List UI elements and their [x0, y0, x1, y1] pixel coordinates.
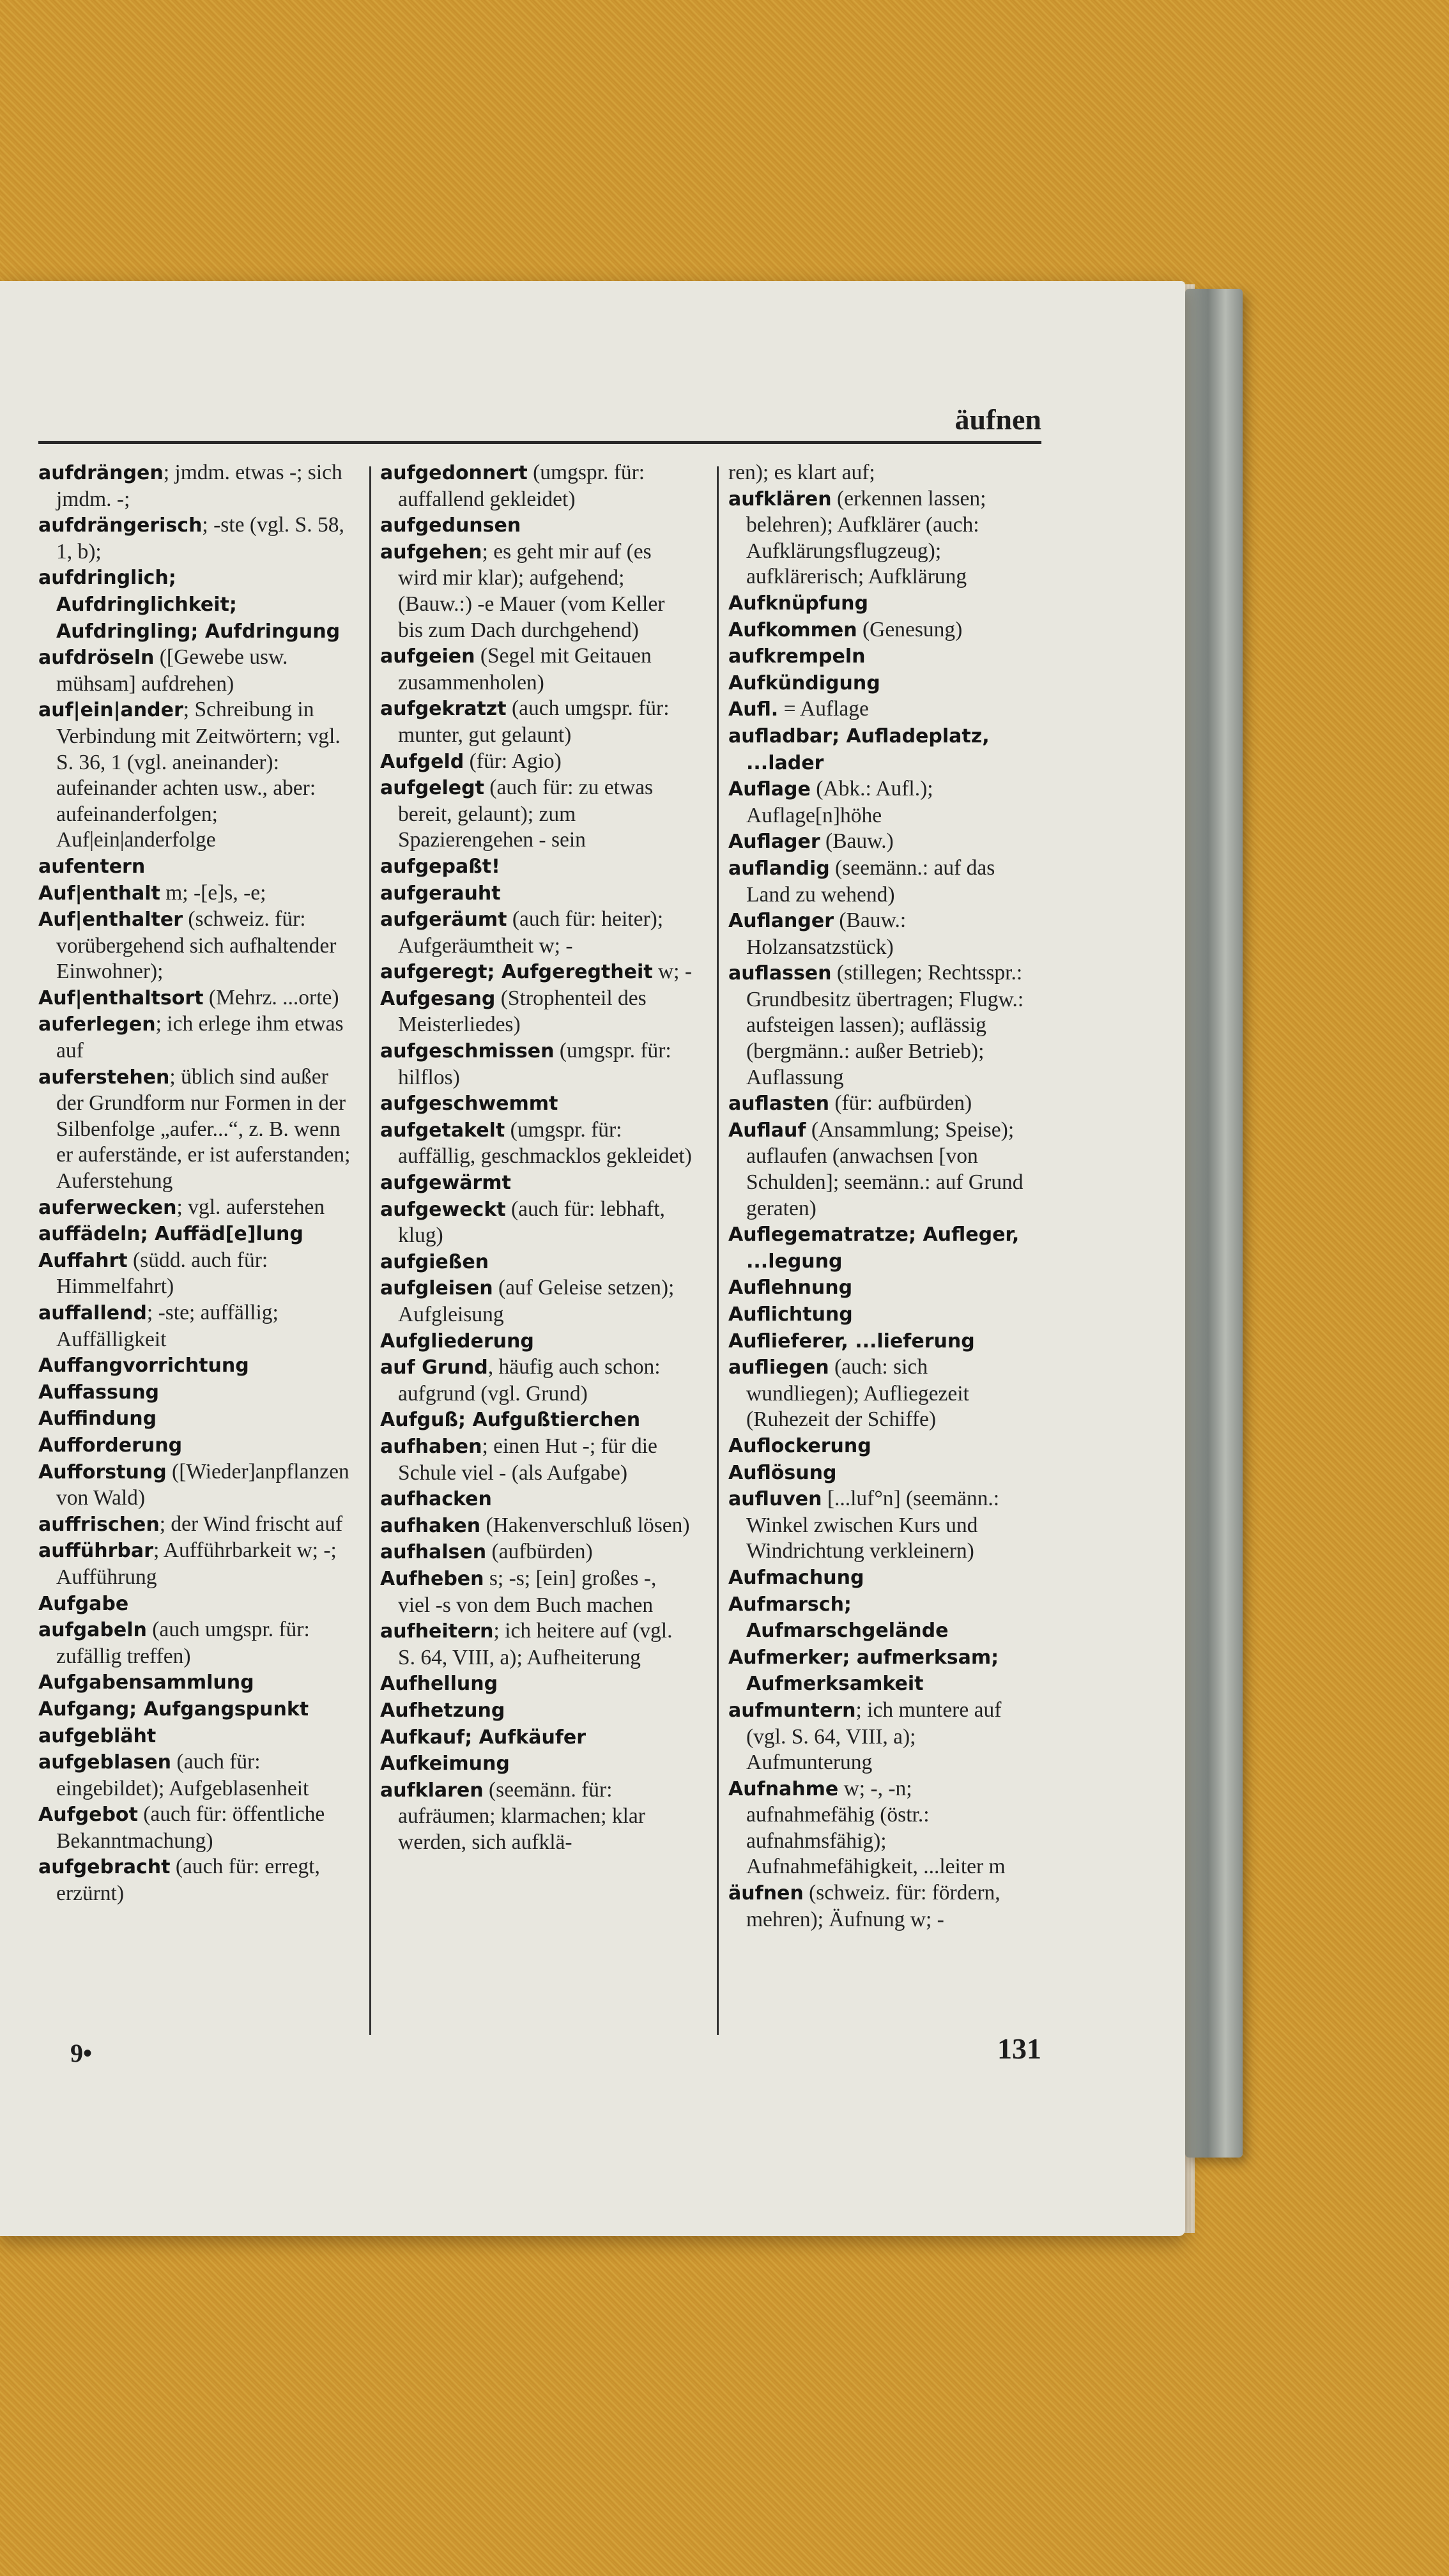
definition: ; ich heitere auf (vgl. S. 64, VIII, a); Aufheiterung: [398, 1619, 673, 1669]
definition: ([Gewebe usw. mühsam] aufdrehen): [56, 645, 288, 696]
headword: Auffangvorrichtung: [38, 1354, 249, 1377]
dictionary-entry: [728, 670, 1041, 697]
column-3: [728, 460, 1041, 1933]
dictionary-entry: [380, 775, 693, 854]
definition: ; üblich sind außer der Grundform nur Formen in der Silbenfolge „aufer...“, z. B. wenn er auferstände, er ist auferstanden; Auferstehung: [56, 1064, 351, 1193]
headword: Aufgliederung: [380, 1330, 534, 1353]
dictionary-entry: [380, 1407, 693, 1434]
headword: aufgepaßt!: [380, 855, 500, 878]
dictionary-entry: [728, 1486, 1041, 1565]
dictionary-entry: [728, 590, 1041, 617]
dictionary-entry: [380, 959, 693, 986]
headword: auflandig: [728, 857, 830, 880]
headword: Auflehnung: [728, 1276, 853, 1300]
column-divider: [369, 466, 371, 2035]
headword: Auffassung: [38, 1381, 160, 1404]
definition: ([Wieder]anpflanzen von Wald): [56, 1459, 349, 1510]
dictionary-entry: [380, 1671, 693, 1698]
headword: Aufgesang: [380, 987, 496, 1010]
headword: aufführbar: [38, 1540, 153, 1563]
page-number: 131: [997, 2032, 1041, 2065]
dictionary-entry: [380, 1777, 693, 1856]
signature-mark: 9•: [70, 2039, 93, 2067]
headword: aufgeblasen: [38, 1751, 172, 1774]
headword: aufkrempeln: [728, 645, 866, 668]
definition: ; -ste (vgl. S. 58, 1, b);: [56, 513, 344, 564]
dictionary-entry: [380, 1486, 693, 1513]
headword: Aufmarsch; Aufmarschgelände: [728, 1593, 949, 1643]
headword: aufgerauht: [380, 882, 501, 905]
headword: Auflager: [728, 831, 820, 854]
headword: aufhacken: [380, 1488, 492, 1511]
definition: ; ich erlege ihm etwas auf: [56, 1012, 344, 1063]
column-divider: [717, 466, 719, 2035]
headword: Aufgabensammlung: [38, 1671, 254, 1694]
headword: auffädeln; Auffäd[e]lung: [38, 1223, 303, 1246]
headword: aufgekratzt: [380, 698, 507, 721]
definition: (Bauw.: Holzansatzstück): [746, 908, 907, 959]
dictionary-entry: [380, 1539, 693, 1566]
dictionary-entry: [38, 1459, 351, 1512]
headword: auflassen: [728, 962, 832, 985]
dictionary-entry: [380, 1751, 693, 1777]
definition: (auch für: zu etwas bereit, gelaunt); zum Spazierengehen - sein: [398, 776, 654, 852]
dictionary-entry: [38, 697, 351, 854]
dictionary-entry: [380, 1117, 693, 1170]
headword: aufgabeln: [38, 1619, 147, 1642]
dictionary-entry: [38, 1854, 351, 1906]
headword: Auflichtung: [728, 1303, 853, 1326]
dictionary-entry: [728, 855, 1041, 908]
definition: (auf Geleise setzen); Aufgleisung: [398, 1276, 675, 1326]
headword: Aufgebot: [38, 1804, 138, 1827]
headword: Auflösung: [728, 1461, 837, 1484]
dictionary-entry: [38, 854, 351, 880]
dictionary-entry: [728, 1460, 1041, 1487]
definition: (Strophenteil des Meisterliedes): [398, 986, 647, 1037]
dictionary-entry: [728, 1275, 1041, 1301]
dictionary-entry: [38, 460, 351, 512]
headword: Aufknüpfung: [728, 592, 869, 615]
headword: Aufkündigung: [728, 671, 880, 694]
dictionary-entry: [38, 512, 351, 565]
dictionary-entry: [380, 696, 693, 748]
dictionary-entry: [38, 1064, 351, 1195]
dictionary-entry: [728, 460, 1041, 486]
definition: (Ansammlung; Speise); auflaufen (anwachsen [von Schulden]; seemänn.: auf Grund geraten): [746, 1117, 1023, 1220]
headword: Auffahrt: [38, 1249, 128, 1272]
headword: Aufl.: [728, 698, 779, 721]
headword: aufluven: [728, 1488, 822, 1511]
headword: Aufnahme: [728, 1777, 839, 1800]
dictionary-entry: [728, 1091, 1041, 1117]
dictionary-entry: [38, 1696, 351, 1723]
definition: ; einen Hut -; für die Schule viel - (als Aufgabe): [398, 1434, 657, 1485]
headword: aufgedunsen: [380, 514, 521, 537]
headword: aufgelegt: [380, 777, 484, 800]
headword: aufgewärmt: [380, 1172, 511, 1195]
dictionary-entry: [380, 1170, 693, 1197]
dictionary-entry: [380, 1698, 693, 1724]
dictionary-entry: [38, 1538, 351, 1590]
definition: (auch umgspr. für: munter, gut gelaunt): [398, 696, 670, 747]
headword: Aufforstung: [38, 1460, 167, 1483]
dictionary-entry: [380, 1566, 693, 1618]
definition: (schweiz. für: vorübergehend sich aufhaltender Einwohner);: [56, 907, 337, 984]
definition: [...luf°n] (seemänn.: Winkel zwischen Kurs und Windrichtung verkleinern): [746, 1487, 1000, 1563]
dictionary-entry: [728, 1698, 1041, 1776]
column-1: [38, 460, 351, 1907]
definition: (Genesung): [857, 617, 963, 641]
headword: aufgeräumt: [380, 908, 507, 931]
headword: Auflanger: [728, 910, 834, 933]
dictionary-entry: [728, 643, 1041, 670]
dictionary-entry: [380, 880, 693, 907]
headword: aufdrängerisch: [38, 514, 203, 537]
dictionary-entry: [728, 617, 1041, 644]
headword: aufgedonnert: [380, 462, 528, 484]
headword: auferwecken: [38, 1196, 177, 1219]
headword: aufklaren: [380, 1779, 484, 1802]
dictionary-entry: [728, 1354, 1041, 1433]
definition: (Abk.: Aufl.); Auflage[n]höhe: [746, 777, 933, 827]
dictionary-entry: [380, 1434, 693, 1486]
dictionary-entry: [38, 907, 351, 985]
headword: auf|ein|ander: [38, 699, 183, 722]
definition: (Bauw.): [820, 829, 894, 854]
dictionary-entry: [728, 1433, 1041, 1460]
dictionary-entry: [38, 1591, 351, 1618]
definition: (Segel mit Geitauen zusammenholen): [398, 644, 652, 694]
dictionary-entry: [728, 1328, 1041, 1355]
headword: auflasten: [728, 1092, 829, 1116]
dictionary-entry: [728, 1591, 1041, 1644]
definition: ; der Wind frischt auf: [159, 1512, 343, 1536]
headword: aufgleisen: [380, 1277, 493, 1300]
headword: aufladbar; Aufladeplatz, ...lader: [728, 724, 990, 774]
definition: = Auflage: [778, 697, 869, 721]
definition: (stillegen; Rechtsspr.: Grundbesitz übertragen; Flugw.: aufsteigen lassen); auflässig (bergmänn.: außer Betrieb); Auflassung: [746, 961, 1024, 1089]
dictionary-entry: [380, 1354, 693, 1407]
headword: aufmuntern: [728, 1699, 856, 1722]
headword: aufhaken: [380, 1514, 481, 1537]
definition: ; Aufführbarkeit w; -; Aufführung: [56, 1538, 337, 1589]
headword: aufdrängen: [38, 462, 164, 484]
definition: ren); es klart auf;: [728, 461, 875, 484]
definition: (schweiz. für: fördern, mehren); Äufnung w; -: [746, 1881, 1000, 1931]
dictionary-entry: [38, 565, 351, 645]
headword: auferlegen: [38, 1013, 156, 1036]
headword: Auf|enthaltsort: [38, 986, 204, 1009]
headword: aufklären: [728, 487, 832, 510]
dictionary-entry: [38, 1617, 351, 1669]
definition: (auch für: lebhaft, klug): [398, 1197, 665, 1248]
headword: aufgebläht: [38, 1724, 157, 1747]
definition: ; es geht mir auf (es wird mir klar); aufgehend; (Bauw.:) -e Mauer (vom Keller bis zum Dach durchgehend): [398, 539, 665, 642]
headword: aufheitern: [380, 1620, 494, 1643]
definition: (südd. auch für: Himmelfahrt): [56, 1248, 268, 1299]
definition: s; -s; [ein] großes -, viel -s von dem Buch machen: [398, 1566, 657, 1617]
definition: (seemänn.: auf das Land zu wehend): [746, 855, 995, 907]
headword: Aufgabe: [38, 1592, 129, 1615]
definition: m; -[e]s, -e;: [160, 880, 266, 905]
headword: Aufgeld: [380, 750, 464, 773]
headword: aufdröseln: [38, 647, 155, 670]
dictionary-entry: [38, 645, 351, 697]
dictionary-entry: [38, 1669, 351, 1696]
headword: Aufforderung: [38, 1434, 183, 1457]
headword: aufliegen: [728, 1356, 829, 1379]
definition: (auch: sich wundliegen); Aufliegezeit (Ruhezeit der Schiffe): [746, 1355, 969, 1432]
dictionary-entry: [728, 776, 1041, 829]
definition: ; Schreibung in Verbindung mit Zeitwörtern; vgl. S. 36, 1 (vgl. aneinander): aufeinander achten usw., aber: aufeinanderfolgen; Auf|ein|anderfolge: [56, 698, 341, 852]
definition: (erkennen lassen; belehren); Aufklärer (auch: Aufklärungsflugzeug); aufklärerisch; Aufklärung: [746, 486, 986, 589]
dictionary-entry: [380, 1618, 693, 1671]
dictionary-entry: [380, 986, 693, 1038]
dictionary-entry: [728, 486, 1041, 590]
dictionary-entry: [380, 643, 693, 696]
dictionary-entry: [38, 1723, 351, 1750]
headword: aufgehen: [380, 540, 482, 564]
dictionary-entry: [38, 1406, 351, 1432]
dictionary-entry: [728, 696, 1041, 723]
headword: Auflauf: [728, 1119, 806, 1142]
definition: (aufbürden): [486, 1540, 593, 1564]
dictionary-entry: [728, 1880, 1041, 1933]
headword: aufgetakelt: [380, 1119, 505, 1142]
headword: aufgeweckt: [380, 1198, 506, 1221]
headword: Aufhellung: [380, 1673, 498, 1696]
book-cover-edge: [1185, 289, 1243, 2158]
dictionary-entry: [728, 829, 1041, 855]
dictionary-entry: [728, 908, 1041, 960]
definition: (für: Agio): [464, 749, 562, 773]
dictionary-entry: [38, 1011, 351, 1064]
definition: (umgspr. für: auffallend gekleidet): [398, 461, 645, 511]
dictionary-entry: [380, 1328, 693, 1355]
definition: (auch umgspr. für: zufällig treffen): [56, 1618, 310, 1668]
headword: Aufmerker; aufmerksam; Aufmerksamkeit: [728, 1646, 999, 1696]
dictionary-entry: [728, 1117, 1041, 1222]
dictionary-entry: [380, 854, 693, 880]
headword: Aufkeimung: [380, 1752, 510, 1775]
dictionary-entry: [380, 1724, 693, 1751]
definition: (auch für: erregt, erzürnt): [56, 1855, 320, 1906]
dictionary-entry: [380, 749, 693, 776]
headword: Aufguß; Aufgußtierchen: [380, 1409, 641, 1432]
running-head: äufnen: [954, 403, 1041, 436]
dictionary-entry: [380, 512, 693, 539]
dictionary-entry: [728, 1565, 1041, 1591]
dictionary-entry: [38, 1379, 351, 1406]
headword: Auflieferer, ...lieferung: [728, 1330, 975, 1353]
dictionary-entry: [728, 960, 1041, 1091]
headword: Aufmachung: [728, 1566, 864, 1589]
definition: (seemänn. für: aufräumen; klarmachen; klar werden, sich aufklä-: [398, 1777, 645, 1854]
headword: Auflockerung: [728, 1434, 871, 1457]
headword: Auffindung: [38, 1407, 157, 1430]
headword: aufgeien: [380, 645, 475, 668]
headword: Aufkauf; Aufkäufer: [380, 1726, 586, 1749]
dictionary-entry: [380, 1249, 693, 1276]
dictionary-entry: [380, 1038, 693, 1091]
definition: w; -: [652, 960, 693, 984]
dictionary-entry: [38, 1802, 351, 1854]
headword: Auf|enthalt: [38, 882, 160, 905]
definition: (umgspr. für: hilflos): [398, 1039, 671, 1089]
dictionary-entry: [728, 1644, 1041, 1698]
definition: (Hakenverschluß lösen): [480, 1513, 690, 1537]
dictionary-entry: [380, 1197, 693, 1249]
dictionary-entry: [38, 880, 351, 907]
headword: auf Grund: [380, 1356, 488, 1379]
dictionary-entry: [728, 1776, 1041, 1880]
headword: Aufkommen: [728, 618, 857, 641]
headword: auffallend: [38, 1302, 147, 1324]
definition: (auch für: öffentliche Bekanntmachung): [56, 1802, 325, 1853]
dictionary-entry: [380, 907, 693, 959]
dictionary-entry: [38, 985, 351, 1012]
dictionary-page: [0, 281, 1185, 2236]
headword: aufgießen: [380, 1250, 489, 1273]
headword: Aufheben: [380, 1567, 484, 1590]
column-2: [380, 460, 693, 1855]
dictionary-entry: [38, 1512, 351, 1538]
dictionary-entry: [380, 539, 693, 643]
headword: auffrischen: [38, 1513, 160, 1536]
definition: ; -ste; auffällig; Auffälligkeit: [56, 1301, 279, 1351]
dictionary-entry: [380, 1513, 693, 1540]
headword: auferstehen: [38, 1066, 170, 1089]
definition: (für: aufbürden): [829, 1091, 972, 1116]
dictionary-entry: [728, 723, 1041, 776]
headword: Auflage: [728, 778, 811, 801]
dictionary-entry: [38, 1353, 351, 1379]
dictionary-entry: [38, 1300, 351, 1353]
dictionary-entry: [728, 1222, 1041, 1275]
headword: aufentern: [38, 855, 146, 878]
dictionary-entry: [380, 1275, 693, 1328]
headword: aufgebracht: [38, 1856, 171, 1879]
headword: Auf|enthalter: [38, 908, 183, 931]
headword: Aufgang; Aufgangspunkt: [38, 1698, 309, 1721]
headword: aufhaben: [380, 1435, 482, 1458]
dictionary-entry: [38, 1248, 351, 1300]
dictionary-entry: [728, 1301, 1041, 1328]
dictionary-entry: [38, 1195, 351, 1222]
definition: ; vgl. auferstehen: [176, 1195, 325, 1219]
headword: aufgeregt; Aufgeregtheit: [380, 961, 653, 984]
dictionary-entry: [38, 1432, 351, 1459]
definition: , häufig auch schon: aufgrund (vgl. Grund): [398, 1355, 661, 1406]
definition: (auch für: heiter); Aufgeräumtheit w; -: [398, 907, 664, 958]
headword: Aufhetzung: [380, 1699, 505, 1722]
definition: (Mehrz. ...orte): [203, 985, 339, 1009]
headword: aufgeschmissen: [380, 1040, 555, 1063]
definition: ; jmdm. etwas -; sich jmdm. -;: [56, 461, 342, 511]
headword: Auflegematratze; Aufleger, ...legung: [728, 1223, 1020, 1273]
header-rule: [38, 441, 1041, 444]
dictionary-entry: [380, 460, 693, 512]
headword: äufnen: [728, 1882, 804, 1905]
headword: aufdringlich; Aufdringlichkeit; Aufdringling; Aufdringung: [38, 567, 341, 643]
definition: (auch für: eingebildet); Aufgeblasenheit: [56, 1750, 309, 1800]
dictionary-entry: [38, 1749, 351, 1802]
definition: (umgspr. für: auffällig, geschmacklos gekleidet): [398, 1117, 692, 1169]
definition: ; ich muntere auf (vgl. S. 64, VIII, a); Aufmunterung: [746, 1698, 1002, 1775]
definition: w; -, -n; aufnahmefähig (östr.: aufnahmsfähig); Aufnahmefähigkeit, ...leiter m: [746, 1776, 1006, 1879]
dictionary-entry: [38, 1221, 351, 1248]
headword: aufgeschwemmt: [380, 1092, 558, 1116]
headword: aufhalsen: [380, 1541, 487, 1564]
dictionary-entry: [380, 1091, 693, 1117]
